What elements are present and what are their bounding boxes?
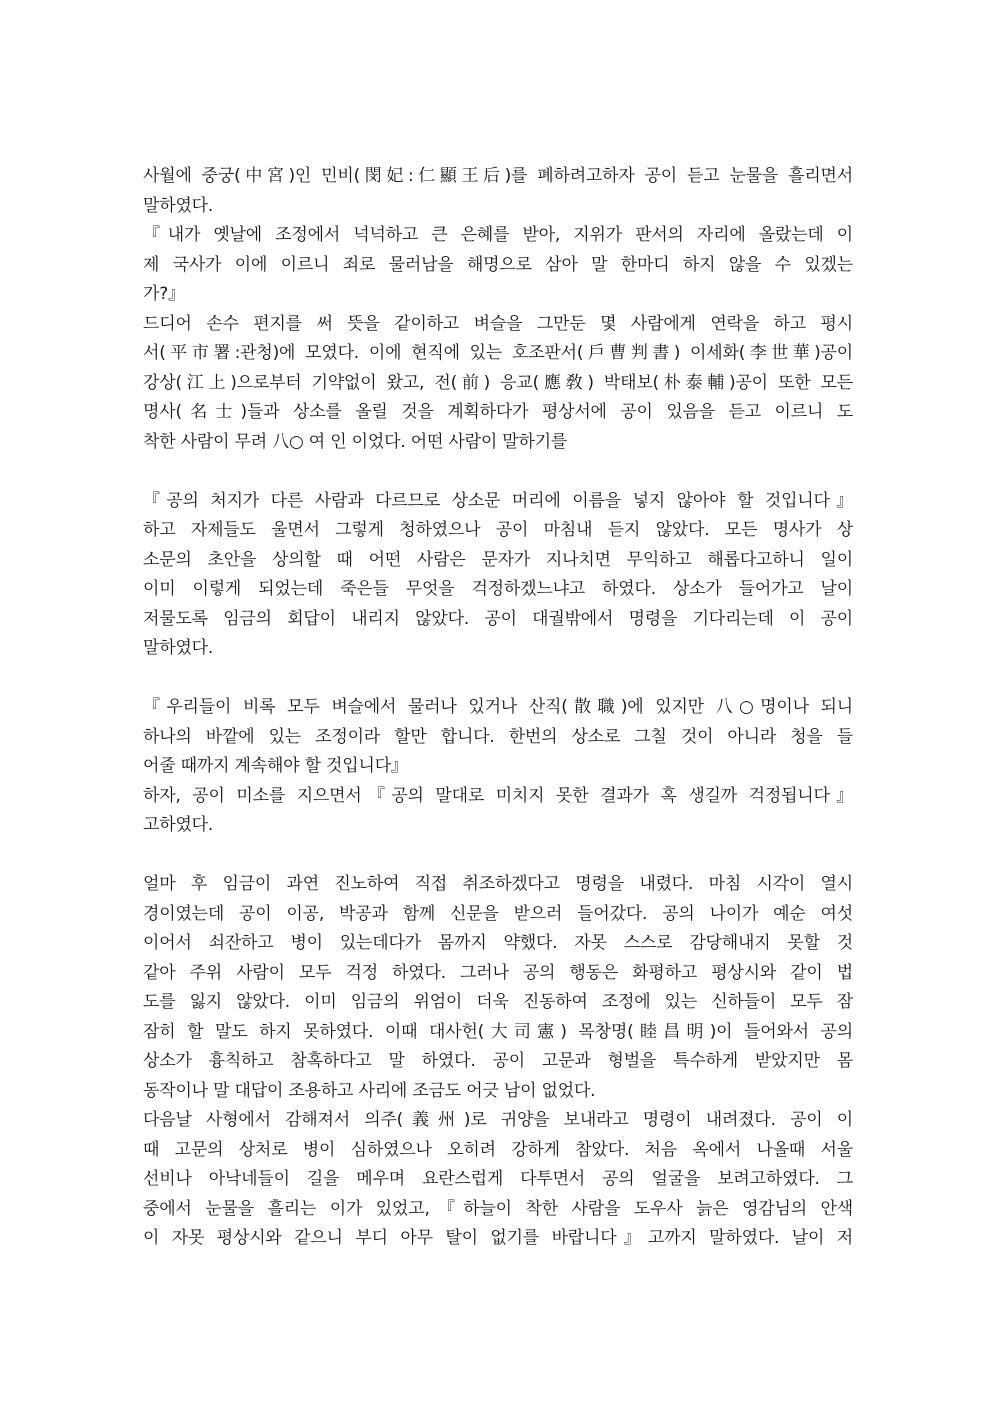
text-line: 상소가 흉칙하고 참혹하다고 말 하였다. 공이 고문과 형벌을 특수하게 받았지만 몸 <box>143 1051 853 1071</box>
text-line: 같아 주위 사람이 모두 걱정 하였다. 그러나 공의 행동은 화평하고 평상시와 같이 법 <box>143 962 853 983</box>
paragraph <box>143 310 853 458</box>
paragraph <box>143 162 853 221</box>
text-line: 말하였다. <box>143 638 214 658</box>
text-line: 중에서 눈물을 흘리는 이가 있었고,『하늘이 착한 사람을 도우사 늙은 영감님의 안색 <box>143 1198 853 1219</box>
paragraph <box>143 487 853 664</box>
text-line: 서(平市署:관청)에 모였다. 이에 현직에 있는 호조판서(戶曹判書) 이세화(李世華)공이 <box>143 343 853 363</box>
text-line: 고하였다. <box>143 815 214 835</box>
paragraph <box>143 870 853 1106</box>
text-line: 어줄 때까지 계속해야 할 것입니다』 <box>143 756 408 776</box>
text-line: 말하였다. <box>143 195 214 216</box>
text-line: 소문의 초안을 상의할 때 어떤 사람은 문자가 지나치면 무익하고 해롭다고하니 일이 <box>143 549 853 570</box>
text-line: 하자, 공이 미소를 지으면서『공의 말대로 미치지 못한 결과가 혹 생길까 걱정됩니다』 <box>143 785 853 806</box>
paragraph <box>143 693 853 782</box>
text-line: 드디어 손수 편지를 써 뜻을 같이하고 벼슬을 그만둔 몇 사람에게 연락을 하고 평시 <box>143 313 853 334</box>
paragraph <box>143 782 853 841</box>
text-line: 『우리들이 비록 모두 벼슬에서 물러나 있거나 산직(散職)에 있지만 八○명이나 되니 <box>143 697 853 717</box>
text-line: 명사(名士)들과 상소를 올릴 것을 계획하다가 평상서에 공이 있음을 듣고 이르니 도 <box>143 402 853 422</box>
text-line: 때 고문의 상처로 병이 심하였으나 오히려 강하게 참았다. 처음 옥에서 나올때 서울 <box>143 1139 853 1160</box>
text-line: 하나의 바깥에 있는 조정이라 할만 합니다. 한번의 상소로 그칠 것이 아니라 청을 들 <box>143 726 853 747</box>
text-line: 사월에 중궁(中宮)인 민비(閔妃:仁顯王后)를 폐하려고하자 공이 듣고 눈물을 흘리면서 <box>143 166 853 186</box>
text-line: 『내가 옛날에 조정에서 넉넉하고 큰 은혜를 받아, 지위가 판서의 자리에 올랐는데 이 <box>143 225 853 245</box>
text-line: 도를 잃지 않았다. 이미 임금의 위엄이 더욱 진동하여 조정에 있는 신하들이 모두 잠 <box>143 992 853 1012</box>
text-line: 이 자못 평상시와 같으니 부디 아무 탈이 없기를 바랍니다』고까지 말하였다. 날이 저 <box>143 1228 853 1248</box>
paragraph <box>143 221 853 310</box>
text-line: 다음날 사형에서 감해져서 의주(義州)로 귀양을 보내라고 명령이 내려졌다. 공이 이 <box>143 1110 853 1130</box>
text-line: 저물도록 임금의 회답이 내리지 않았다. 공이 대궐밖에서 명령을 기다리는데 이 공이 <box>143 608 853 629</box>
text-line: 『공의 처지가 다른 사람과 다르므로 상소문 머리에 이름을 넣지 않아야 할 것입니다』 <box>143 490 853 511</box>
document-page <box>143 162 853 1254</box>
text-line: 얼마 후 임금이 과연 진노하여 직접 취조하겠다고 명령을 내렸다. 마침 시각이 열시 <box>143 874 853 894</box>
text-line: 제 국사가 이에 이르니 죄로 물러남을 해명으로 삼아 말 한마디 하지 않을 수 있겠는 <box>143 254 853 275</box>
text-line: 경이였는데 공이 이공, 박공과 함께 신문을 받으러 들어갔다. 공의 나이가 예순 여섯 <box>143 903 853 924</box>
text-line: 착한 사람이 무려 八○ 여 인 이었다. 어떤 사람이 말하기를 <box>143 431 568 452</box>
text-line: 하고 자제들도 울면서 그렇게 청하였으나 공이 마침내 듣지 않았다. 모든 명사가 상 <box>143 520 853 540</box>
text-line: 이어서 쇠잔하고 병이 있는데다가 몸까지 약했다. 자못 스스로 감당해내지 못할 것 <box>143 933 853 953</box>
paragraph-gap <box>143 457 853 487</box>
text-line: 강상(江上)으로부터 기약없이 왔고, 전(前) 응교(應敎) 박태보(朴泰輔)공이 또한 모든 <box>143 372 853 393</box>
text-line: 선비나 아낙네들이 길을 메우며 요란스럽게 다투면서 공의 얼굴을 보려고하였다. 그 <box>143 1169 853 1189</box>
paragraph-gap <box>143 664 853 694</box>
text-line: 잠히 할 말도 하지 못하였다. 이때 대사헌(大司憲) 목창명(睦昌明)이 들어와서 공의 <box>143 1021 853 1042</box>
paragraph-gap <box>143 841 853 871</box>
text-line: 가?』 <box>143 284 185 304</box>
text-line: 동작이나 말 대답이 조용하고 사리에 조금도 어긋 남이 없었다. <box>143 1080 596 1101</box>
text-line: 이미 이렇게 되었는데 죽은들 무엇을 걱정하겠느냐고 하였다. 상소가 들어가고 날이 <box>143 579 853 599</box>
paragraph <box>143 1106 853 1254</box>
